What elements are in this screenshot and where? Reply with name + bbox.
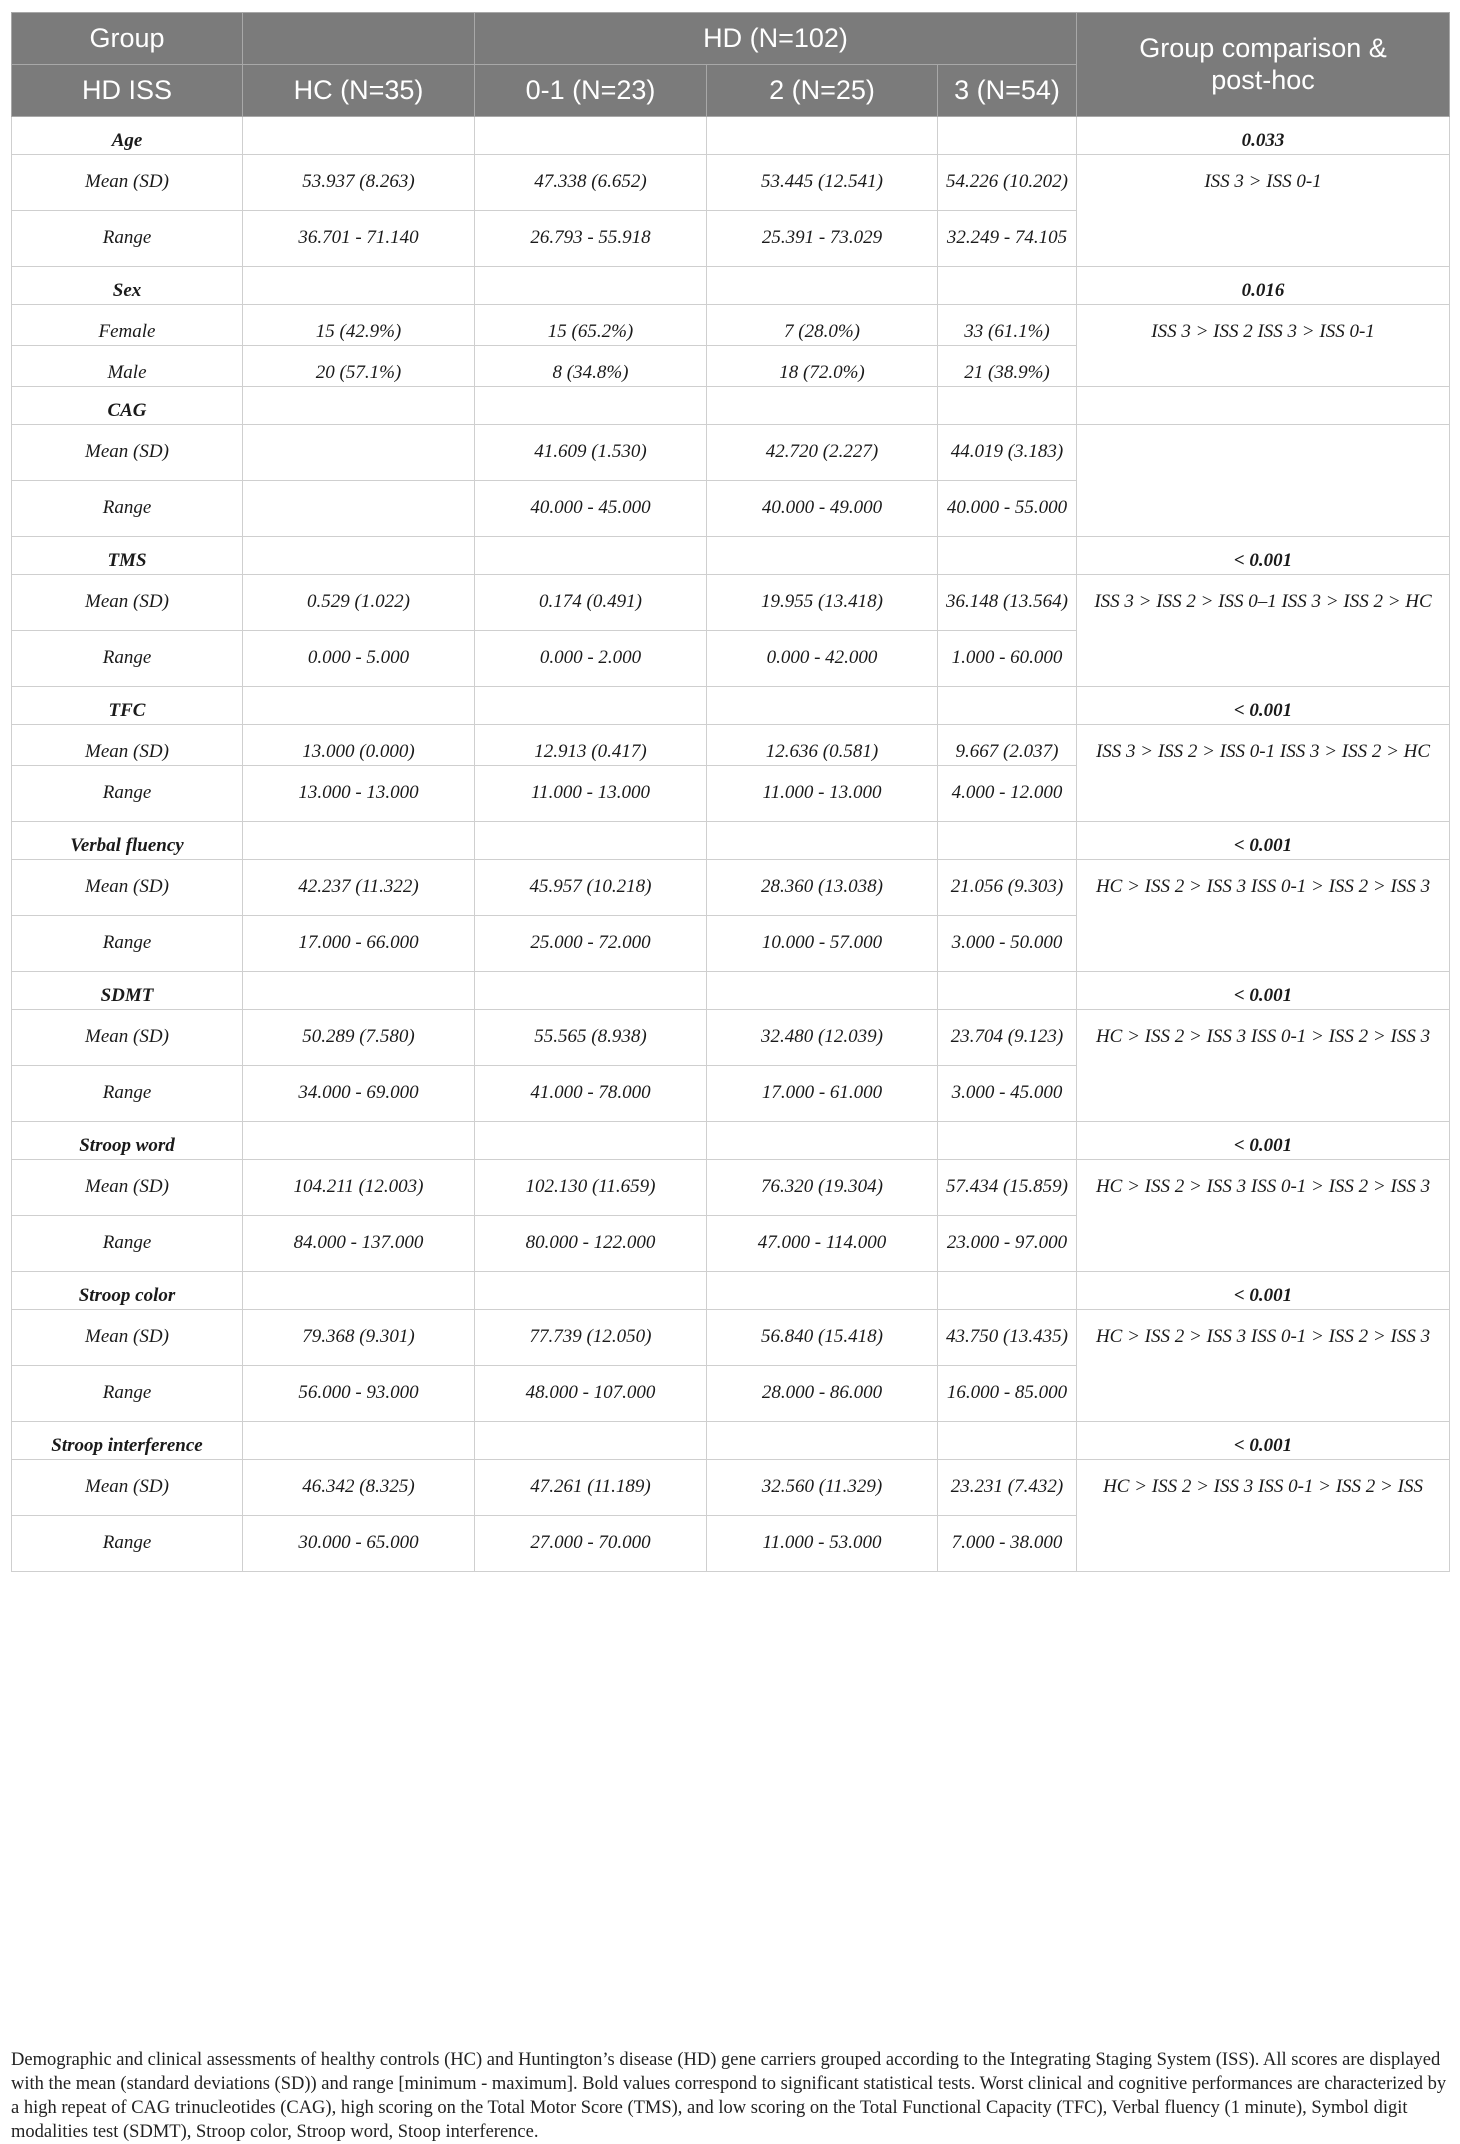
empty-cell — [938, 267, 1077, 305]
empty-cell — [243, 1272, 475, 1310]
posthoc-cell: HC > ISS 2 > ISS 3 ISS 0-1 > ISS 2 > ISS — [1077, 1460, 1450, 1572]
iss01-cell: 102.130 (11.659) — [475, 1160, 707, 1216]
iss01-cell: 45.957 (10.218) — [475, 860, 707, 916]
hc-cell: 20 (57.1%) — [243, 346, 475, 387]
posthoc-cell: ISS 3 > ISS 2 > ISS 0–1 ISS 3 > ISS 2 > HC — [1077, 575, 1450, 687]
empty-cell — [243, 387, 475, 425]
section-label: Sex — [12, 267, 243, 305]
empty-cell — [707, 267, 938, 305]
posthoc-cell: ISS 3 > ISS 0-1 — [1077, 155, 1450, 267]
section-row — [12, 537, 1450, 575]
section-row — [12, 1422, 1450, 1460]
empty-cell — [243, 1422, 475, 1460]
hc-cell: 42.237 (11.322) — [243, 860, 475, 916]
hc-cell — [243, 425, 475, 481]
section-row — [12, 1272, 1450, 1310]
row-label: Male — [12, 346, 243, 387]
empty-cell — [707, 1122, 938, 1160]
iss2-cell: 25.391 - 73.029 — [707, 211, 938, 267]
p-value: < 0.001 — [1077, 1272, 1450, 1310]
row-label: Mean (SD) — [12, 1160, 243, 1216]
iss01-cell: 41.000 - 78.000 — [475, 1066, 707, 1122]
row-label: Range — [12, 211, 243, 267]
empty-cell — [243, 822, 475, 860]
iss3-cell: 7.000 - 38.000 — [938, 1516, 1077, 1572]
empty-cell — [707, 117, 938, 155]
posthoc-cell: HC > ISS 2 > ISS 3 ISS 0-1 > ISS 2 > ISS 3 — [1077, 1010, 1450, 1122]
empty-cell — [475, 687, 707, 725]
p-value: < 0.001 — [1077, 1122, 1450, 1160]
results-table — [11, 12, 1450, 1572]
iss3-cell: 21.056 (9.303) — [938, 860, 1077, 916]
row-label: Range — [12, 766, 243, 822]
row-label: Range — [12, 1216, 243, 1272]
iss3-cell: 44.019 (3.183) — [938, 425, 1077, 481]
hc-cell: 13.000 (0.000) — [243, 725, 475, 766]
p-value: < 0.001 — [1077, 972, 1450, 1010]
header-group: Group — [12, 13, 243, 65]
empty-cell — [243, 537, 475, 575]
p-value: < 0.001 — [1077, 687, 1450, 725]
hc-cell: 79.368 (9.301) — [243, 1310, 475, 1366]
section-label: Stroop word — [12, 1122, 243, 1160]
p-value: 0.033 — [1077, 117, 1450, 155]
row-label: Female — [12, 305, 243, 346]
row-label: Mean (SD) — [12, 860, 243, 916]
empty-cell — [475, 1272, 707, 1310]
section-label: TFC — [12, 687, 243, 725]
table-row — [12, 155, 1450, 211]
header-iss2: 2 (N=25) — [707, 65, 938, 117]
iss2-cell: 40.000 - 49.000 — [707, 481, 938, 537]
iss01-cell: 55.565 (8.938) — [475, 1010, 707, 1066]
iss2-cell: 0.000 - 42.000 — [707, 631, 938, 687]
table-row — [12, 860, 1450, 916]
iss3-cell: 23.704 (9.123) — [938, 1010, 1077, 1066]
iss3-cell: 3.000 - 50.000 — [938, 916, 1077, 972]
iss01-cell: 41.609 (1.530) — [475, 425, 707, 481]
iss3-cell: 36.148 (13.564) — [938, 575, 1077, 631]
iss01-cell: 12.913 (0.417) — [475, 725, 707, 766]
empty-cell — [475, 117, 707, 155]
table-row — [12, 425, 1450, 481]
header-hd-iss: HD ISS — [12, 65, 243, 117]
hc-cell: 0.529 (1.022) — [243, 575, 475, 631]
hc-cell: 56.000 - 93.000 — [243, 1366, 475, 1422]
iss3-cell: 23.000 - 97.000 — [938, 1216, 1077, 1272]
iss2-cell: 76.320 (19.304) — [707, 1160, 938, 1216]
row-label: Mean (SD) — [12, 1010, 243, 1066]
section-row — [12, 1122, 1450, 1160]
row-label: Range — [12, 481, 243, 537]
iss2-cell: 53.445 (12.541) — [707, 155, 938, 211]
p-value: 0.016 — [1077, 267, 1450, 305]
section-label: Stroop color — [12, 1272, 243, 1310]
iss3-cell: 54.226 (10.202) — [938, 155, 1077, 211]
empty-cell — [243, 117, 475, 155]
iss2-cell: 11.000 - 53.000 — [707, 1516, 938, 1572]
iss01-cell: 47.261 (11.189) — [475, 1460, 707, 1516]
section-label: CAG — [12, 387, 243, 425]
hc-cell: 36.701 - 71.140 — [243, 211, 475, 267]
section-label: Verbal fluency — [12, 822, 243, 860]
empty-cell — [475, 1422, 707, 1460]
hc-cell: 84.000 - 137.000 — [243, 1216, 475, 1272]
iss01-cell: 77.739 (12.050) — [475, 1310, 707, 1366]
table-row — [12, 305, 1450, 346]
hc-cell: 34.000 - 69.000 — [243, 1066, 475, 1122]
header-comparison: Group comparison & post-hoc — [1077, 13, 1450, 117]
hc-cell: 15 (42.9%) — [243, 305, 475, 346]
iss2-cell: 42.720 (2.227) — [707, 425, 938, 481]
hc-cell: 104.211 (12.003) — [243, 1160, 475, 1216]
iss01-cell: 27.000 - 70.000 — [475, 1516, 707, 1572]
empty-cell — [707, 387, 938, 425]
empty-cell — [707, 537, 938, 575]
iss2-cell: 12.636 (0.581) — [707, 725, 938, 766]
table-container — [11, 12, 1449, 1572]
section-label: SDMT — [12, 972, 243, 1010]
iss3-cell: 21 (38.9%) — [938, 346, 1077, 387]
table-row — [12, 1460, 1450, 1516]
empty-cell — [707, 687, 938, 725]
iss01-cell: 40.000 - 45.000 — [475, 481, 707, 537]
section-row — [12, 267, 1450, 305]
iss01-cell: 11.000 - 13.000 — [475, 766, 707, 822]
iss3-cell: 43.750 (13.435) — [938, 1310, 1077, 1366]
row-label: Range — [12, 631, 243, 687]
empty-cell — [243, 687, 475, 725]
iss2-cell: 10.000 - 57.000 — [707, 916, 938, 972]
iss2-cell: 56.840 (15.418) — [707, 1310, 938, 1366]
empty-cell — [475, 1122, 707, 1160]
iss01-cell: 25.000 - 72.000 — [475, 916, 707, 972]
header-hc-spacer — [243, 13, 475, 65]
empty-cell — [938, 387, 1077, 425]
empty-cell — [938, 1122, 1077, 1160]
iss2-cell: 32.480 (12.039) — [707, 1010, 938, 1066]
section-label: Age — [12, 117, 243, 155]
posthoc-cell: ISS 3 > ISS 2 ISS 3 > ISS 0-1 — [1077, 305, 1450, 387]
iss3-cell: 32.249 - 74.105 — [938, 211, 1077, 267]
empty-cell — [938, 1272, 1077, 1310]
iss01-cell: 80.000 - 122.000 — [475, 1216, 707, 1272]
iss01-cell: 8 (34.8%) — [475, 346, 707, 387]
table-row — [12, 725, 1450, 766]
empty-cell — [243, 1122, 475, 1160]
header-hd: HD (N=102) — [475, 13, 1077, 65]
row-label: Mean (SD) — [12, 575, 243, 631]
empty-cell — [938, 972, 1077, 1010]
iss2-cell: 11.000 - 13.000 — [707, 766, 938, 822]
section-row — [12, 687, 1450, 725]
empty-cell — [475, 537, 707, 575]
empty-cell — [243, 267, 475, 305]
iss2-cell: 28.360 (13.038) — [707, 860, 938, 916]
table-row — [12, 1010, 1450, 1066]
p-value: < 0.001 — [1077, 537, 1450, 575]
iss01-cell: 47.338 (6.652) — [475, 155, 707, 211]
table-body — [12, 117, 1450, 1572]
row-label: Mean (SD) — [12, 1460, 243, 1516]
p-value: < 0.001 — [1077, 1422, 1450, 1460]
section-label: Stroop interference — [12, 1422, 243, 1460]
iss3-cell: 23.231 (7.432) — [938, 1460, 1077, 1516]
iss2-cell: 18 (72.0%) — [707, 346, 938, 387]
row-label: Range — [12, 1366, 243, 1422]
iss2-cell: 28.000 - 86.000 — [707, 1366, 938, 1422]
iss01-cell: 48.000 - 107.000 — [475, 1366, 707, 1422]
p-value: < 0.001 — [1077, 822, 1450, 860]
hc-cell: 53.937 (8.263) — [243, 155, 475, 211]
iss3-cell: 3.000 - 45.000 — [938, 1066, 1077, 1122]
empty-cell — [475, 972, 707, 1010]
section-row — [12, 387, 1450, 425]
iss2-cell: 7 (28.0%) — [707, 305, 938, 346]
iss3-cell: 9.667 (2.037) — [938, 725, 1077, 766]
empty-cell — [938, 117, 1077, 155]
empty-cell — [707, 1422, 938, 1460]
section-row — [12, 822, 1450, 860]
iss01-cell: 0.000 - 2.000 — [475, 631, 707, 687]
empty-cell — [938, 687, 1077, 725]
posthoc-cell: ISS 3 > ISS 2 > ISS 0-1 ISS 3 > ISS 2 > HC — [1077, 725, 1450, 822]
section-row — [12, 117, 1450, 155]
iss2-cell: 32.560 (11.329) — [707, 1460, 938, 1516]
empty-cell — [707, 1272, 938, 1310]
row-label: Range — [12, 1066, 243, 1122]
row-label: Mean (SD) — [12, 155, 243, 211]
iss3-cell: 33 (61.1%) — [938, 305, 1077, 346]
empty-cell — [475, 387, 707, 425]
row-label: Range — [12, 1516, 243, 1572]
hc-cell: 0.000 - 5.000 — [243, 631, 475, 687]
hc-cell: 30.000 - 65.000 — [243, 1516, 475, 1572]
empty-cell — [707, 972, 938, 1010]
empty-cell — [243, 972, 475, 1010]
row-label: Mean (SD) — [12, 1310, 243, 1366]
row-label: Mean (SD) — [12, 725, 243, 766]
iss2-cell: 17.000 - 61.000 — [707, 1066, 938, 1122]
hc-cell — [243, 481, 475, 537]
header-hc: HC (N=35) — [243, 65, 475, 117]
table-row — [12, 1160, 1450, 1216]
section-row — [12, 972, 1450, 1010]
iss2-cell: 47.000 - 114.000 — [707, 1216, 938, 1272]
empty-cell — [938, 1422, 1077, 1460]
p-value — [1077, 387, 1450, 425]
iss01-cell: 26.793 - 55.918 — [475, 211, 707, 267]
empty-cell — [475, 267, 707, 305]
posthoc-cell: HC > ISS 2 > ISS 3 ISS 0-1 > ISS 2 > ISS 3 — [1077, 860, 1450, 972]
iss3-cell: 40.000 - 55.000 — [938, 481, 1077, 537]
posthoc-cell — [1077, 425, 1450, 537]
iss01-cell: 0.174 (0.491) — [475, 575, 707, 631]
posthoc-cell: HC > ISS 2 > ISS 3 ISS 0-1 > ISS 2 > ISS 3 — [1077, 1160, 1450, 1272]
empty-cell — [938, 537, 1077, 575]
header-iss3: 3 (N=54) — [938, 65, 1077, 117]
section-label: TMS — [12, 537, 243, 575]
hc-cell: 13.000 - 13.000 — [243, 766, 475, 822]
posthoc-cell: HC > ISS 2 > ISS 3 ISS 0-1 > ISS 2 > ISS 3 — [1077, 1310, 1450, 1422]
iss01-cell: 15 (65.2%) — [475, 305, 707, 346]
iss3-cell: 16.000 - 85.000 — [938, 1366, 1077, 1422]
hc-cell: 17.000 - 66.000 — [243, 916, 475, 972]
header-row-1 — [12, 13, 1450, 65]
empty-cell — [938, 822, 1077, 860]
table-row — [12, 575, 1450, 631]
row-label: Range — [12, 916, 243, 972]
hc-cell: 50.289 (7.580) — [243, 1010, 475, 1066]
iss3-cell: 1.000 - 60.000 — [938, 631, 1077, 687]
iss2-cell: 19.955 (13.418) — [707, 575, 938, 631]
table-caption: Demographic and clinical assessments of healthy controls (HC) and Huntington’s disease (HD) gene carriers grouped according to the Integrating Staging System (ISS). All scores are displayed with the mean (standard deviations (SD)) and range [minimum - maximum]. Bold values correspond to significant statistical tests. Worst clinical and cognitive performances are characterized by a high repeat of CAG trinucleotides (CAG), high scoring on the Total Motor Score (TMS), and low scoring on the Total Functional Capacity (TFC), Verbal fluency (1 minute), Symbol digit modalities test (SDMT), Stroop color, Stroop word, Stoop interference. — [11, 2050, 1447, 2142]
hc-cell: 46.342 (8.325) — [243, 1460, 475, 1516]
table-row — [12, 1310, 1450, 1366]
header-iss01: 0-1 (N=23) — [475, 65, 707, 117]
iss3-cell: 4.000 - 12.000 — [938, 766, 1077, 822]
empty-cell — [707, 822, 938, 860]
iss3-cell: 57.434 (15.859) — [938, 1160, 1077, 1216]
empty-cell — [475, 822, 707, 860]
row-label: Mean (SD) — [12, 425, 243, 481]
